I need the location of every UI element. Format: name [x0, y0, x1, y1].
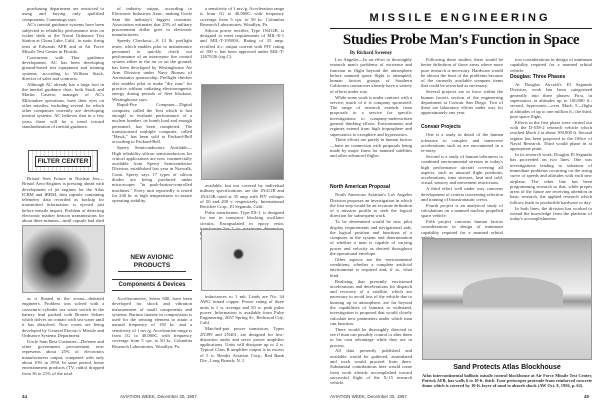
paragraph: There would be thoroughly directed to see if man can possibly control or alter them to his own advantage while they are in process. [330, 326, 412, 348]
right-column-1b [330, 183, 412, 391]
paragraph: Second is a study of human tolerances to combined environmental stresses in today's high performance aircraft covering all aspects, such as unusual flight positions, accelerations, time stresses, heat and cold, visual, sensory and movement restrictions. [421, 153, 503, 186]
paragraph: purchasing department are restricted to using and buying only qualified components, Cummings says. [22, 6, 104, 22]
paragraph: Matched-pair power transistors, Types 2N399 and 2N401, are designed for low-distortion audio and servo power amplifier applications. Units will dissipate up to 2 w. Typical Class B amplifier output is in excess of 5 w. Bendix Aviation Corp., Red Bank Div., Long Branch, N. J. [200, 326, 284, 364]
paragraph: Fifth project concerns human factors considerations in design of minimum capability required for a manned orbital [421, 219, 503, 235]
paragraph: Speedy Checkout—A 13 lb. preflight tester, which enables pilot or maintenance personnel to quickly check out performance of an interceptor fire control system either in the air or on the ground, has been developed by Westinghouse Air Arm Division under Navy Bureau of Aeronautics sponsorship. Preflight checker also enables pilot to make "dry runs" for practice without radiating electromagnetic energy during periods of fleet blackout, Westinghouse says. [112, 38, 192, 102]
left-footer-text: AVIATION WEEK, December 30, 1957 [120, 394, 197, 399]
photo-rectifier [201, 84, 284, 180]
caption-title: Sand Protects Atlas Blockhouse [453, 364, 561, 371]
filter-center-title: FILTER CENTER [35, 156, 92, 167]
paragraph: Other aspects are the environmental conditions, whether a complete artificial environment is required and, if so, what kind. [330, 256, 412, 278]
subhead-douglas: Douglas: Three Phases [510, 73, 566, 80]
paragraph: Silicon power rectifier, Type 1N412B, is designed to meet requirements of MIL-E-1 and MIL-T-19500A. Rating of 35 amp. rectified d.c. output current with PIV rating of 100 v. has been approved under MIL-T-12679/26 (sig C). [200, 27, 284, 60]
paragraph: available, but not covered by individual military specifications, are the 1N411B and 1N413B rated at 35 amp with PIV voltages of 50 and 200 v. respectively. International Rectifier Corp., El Segundo, Calif. [200, 183, 284, 210]
paragraph: At Douglas Aircraft's El Segundo Division, work has been categorized generally into three phases: First, in supersonics at altitudes up to 100,000 ft.; second, hypersonic—over Mach 5—flight at altitudes of up to one million ft.; the third, pure space flight. [510, 82, 592, 119]
left-column-3b [200, 183, 284, 227]
right-footer-text: AVIATION WEEK, December 30, 1957 [330, 394, 407, 399]
paragraph: In its research work, Douglas El Segundo has proceeded on two lines. One was investigations leading to solutions of immediate problems occurring on the rising curve of speeds and altitudes with each new airplane. The other line has been programming research so that, while proper areas of the future are receiving attention in basic research, the applied research which follows leads to producible hardware to day. [510, 152, 592, 205]
photo-atlas-blockhouse [422, 238, 592, 360]
left-column-1b [22, 176, 104, 222]
paragraph: as it floated in the ocean—defeated engineers. Problem was solved with a concentric-cylinder sea water switch in the battery lead packed with Bronze Seltzer which dolves on contact with sea water until it has dissolved. Now cones are being developed by General Electric's Missile and Ordnance Systems Department. [22, 296, 104, 339]
right-column-3 [510, 57, 592, 236]
blockhouse-dome [463, 277, 563, 307]
paragraph: Realizing that presently envisioned accelerations and decelerations for dispatch and recovery of a satellite, which are necessary to avoid loss of the vehicle due to burning up in atmosphere, are far beyond the capabilities of humans to withstand, investigation is proposed that would closely calculate new parameters under which man can function. [330, 278, 412, 326]
paragraph: Accelerometers, Series 600, have been developed for shock and vibration measurement of small components and systems. Barium titanate in compression is used for the sensing element to attain a natural frequency of 150 kc. and a sensitivity of 1 mv./g. Acceleration range is from 1G to 40,000G with frequency coverage from 5 cps. to 50 kc. Columbia Research Laboratories, Woodlyn, Pa. [112, 296, 192, 349]
right-column-2 [421, 57, 503, 121]
paragraph: While some work is under contract with a service, much of it is company sponsored. The range of research extends from proposals to a service for specific investigations to company-underwritten general thinking efforts. Environments and regimes extend from high troposphere and supersonics to exosphere and hypersonics. [330, 94, 412, 137]
filter-center-logo [28, 150, 98, 172]
header-rule [330, 28, 592, 29]
paragraph: Pulse transformer, Type ES-1, is designed for use in transistor blocking oscillator circuits. Encapsulated in epoxy resin, [200, 209, 284, 226]
components-devices-heading: Components & Devices [112, 279, 192, 291]
paragraph: All data presently published and available would be gathered, assimilated and work would proceed from there. Substantial contributions here would come from work already accomplished toward successful flight of the X-15 research vehicle. [330, 348, 412, 386]
paragraph: inductances to 1 mh. Leads are No. 34 AWG tinned copper. Power rating of three units is 1 w. average and 50 w. peak pulse power. Information is available from Pulse Engineering, 2657 Spring St., Redwood City, Calif. [200, 294, 284, 326]
left-column-1 [22, 6, 104, 146]
left-column-3c [200, 294, 284, 392]
paragraph: Bristol Sees Future in Nuclear Jets—Bristol Aero-Engines is pressing ahead with development of jet engines for the Atlas ICBM and IRBM, data capsule containing telemetry data recorded as backup for transmitted information is ejected just before missile impact. Problem of detecting electronic marker beacon transmissions for about three minutes—until capsule had shed [22, 176, 104, 224]
section-header: MISSILE ENGINEERING [369, 12, 551, 24]
subhead-north-american: North American Proposal [330, 184, 391, 190]
paragraph: Rapid-Fire Computer—Digital computer, called the 'first which is fast enough' to evaluate performance of a nuclear bomber, its bomb load and enough personnel, has been completed. The transistorized multiple computer, called "Hawk," has been sold to Packard-Bell according to Packard-Bell. [112, 102, 192, 145]
right-column-2b [421, 123, 503, 236]
paragraph: In both lines, the division has worked to extend the knowledge from the platform of today's accomplishments. [510, 205, 592, 222]
paragraph: Concurrent with Thor guidance development, AC has been developing ground-based test equipment and training systems, according to William Stack, director of sales and contracts. [22, 54, 104, 81]
paragraph: North American Aviation's Los Angeles Division proposes an investigation in which the first step would be an accurate definition of a mission profile to seek the logical direction for subsequent work. [330, 192, 412, 219]
paragraph: tors considerations in design of minimum capability required for a manned orbital vehicle. [510, 57, 592, 73]
left-column-2 [112, 6, 192, 251]
paragraph: One is a study in detail of the human tolerance to complex and transverse accelerations such as are encountered in a re-entry. [421, 132, 503, 154]
headline: Studies Probe Man's Function in Space [342, 32, 580, 48]
paragraph: Sperry Semiconductors Available—High reliability silicon semiconductors for critical applications are now commercially available from Sperry Semiconductor Division, established last year in Norwalk, Conn. Sperry says 17 types of silicon diodes are being produced under microscopes "in push-button-controlled machines." Every unit reportedly is tested for 240 hr. at high temperatures to assure operating stability. [112, 145, 192, 204]
paragraph: Following these studies, there would be better definition of those areas where more pure research is necessary. Hardware would be almost the least of the problems because of the currently available weapons items that could be reworked as necessary. [421, 57, 503, 89]
subhead-convair: Convair Projects [421, 124, 461, 130]
paragraph: To be determined would be new pilot display requirements and navigational aids, the logical position and functions of a computer in the system and determination of whether a man is capable of varying power and velocity as desired throughout the operational envelope. [330, 219, 412, 257]
right-page-number: 45 [584, 394, 590, 399]
paragraph: A third effort well under way concerns development of criteria concerning selection and training of bioastronautic crews. [421, 186, 503, 202]
byline: By Richard Sweeney [349, 51, 393, 56]
caption-text: Atlas intercontinental ballistic missile control blockhouse at Air Force Missile Test Center, Patrick AFB, has walls 6 to 10 ft. thick. Four periscopes protrude from reinforced concrete dome which is covered by 10-ft. layer of sand to absorb shock (AW Oct. 8, 1956, p. 62). [422, 373, 592, 389]
right-column-1 [330, 57, 412, 182]
paragraph: Efforts in the first phase were carried out with the D-558-2 research vehicle which reached Mach 2 at about 100,000 ft. Second regime has been proposed to the Office of Naval Research. Third would phase in at appropriate point. [510, 119, 592, 152]
paragraph: AC's inertial guidance systems have been subjected to reliability performance tests on rocket sleds at the Naval Ordnance Test Station at China Lake, Calif., in static firing tests at Edwards AFB and at Air Force Missile Test Center in Florida. [22, 22, 104, 54]
new-avionic-products-heading: NEW AVIONIC PRODUCTS [118, 254, 186, 272]
left-column-2b [112, 296, 192, 392]
paragraph: Several projects are in force within the human factors section of the engineering department at Convair San Diego. Two of these are laboratory efforts under way for approximately one year. [421, 89, 503, 116]
paragraph: Fourth project is an analytical study of calculations on a manned nuclear propelled space vehicle. [421, 202, 503, 219]
paragraph: These efforts are purely in human factors—have no connection with proposals being made by major firms for manned satellites and other advanced flights. [330, 137, 412, 159]
paragraph: Although AC already has a large foot in the inertial guidance door, both Stack and Martin Caserio, manager of AC's Milwaukee operations, have their eyes on other missiles, including several for which other companies currently are developing inertial systems. AC believes that in a few years there will be a trend toward standardization of inertial guidance. [22, 81, 104, 130]
paragraph: of industry output, according to Electronic Industries Assn., making Uncle Sam the industry's biggest customer. Association estimates that 25% of military procurement dollar goes to electronic manufacturers. [112, 6, 192, 38]
left-column-1c [22, 296, 104, 392]
photo-hand-capsule [22, 225, 105, 293]
left-page-number: 44 [22, 394, 28, 399]
paragraph: Los Angeles—In an effort to thoroughly research man's problems of existence and function in flight beyond the atmosphere before manned space flight is attempted, human factors groups of Southern California contractors already have a variety of efforts under way. [330, 57, 412, 94]
photo-pulse-transformer [201, 229, 284, 291]
paragraph: Uncle Sam Best Customer—Defense and other government procurement now represents about 25% of electronics manufacturers output, compared with only about 10% in 1950. In same period, home entertainment products (TV, radio) dropped from 36 to 21% of the total. [22, 338, 104, 376]
paragraph: a sensitivity of 1 mv./g. Acceleration range is from 1G to 40,000G with frequency coverage from 5 cps. to 50 kc. Columbia Research Laboratories, Woodlyn, Pa. [200, 6, 284, 27]
left-column-3 [200, 6, 284, 82]
